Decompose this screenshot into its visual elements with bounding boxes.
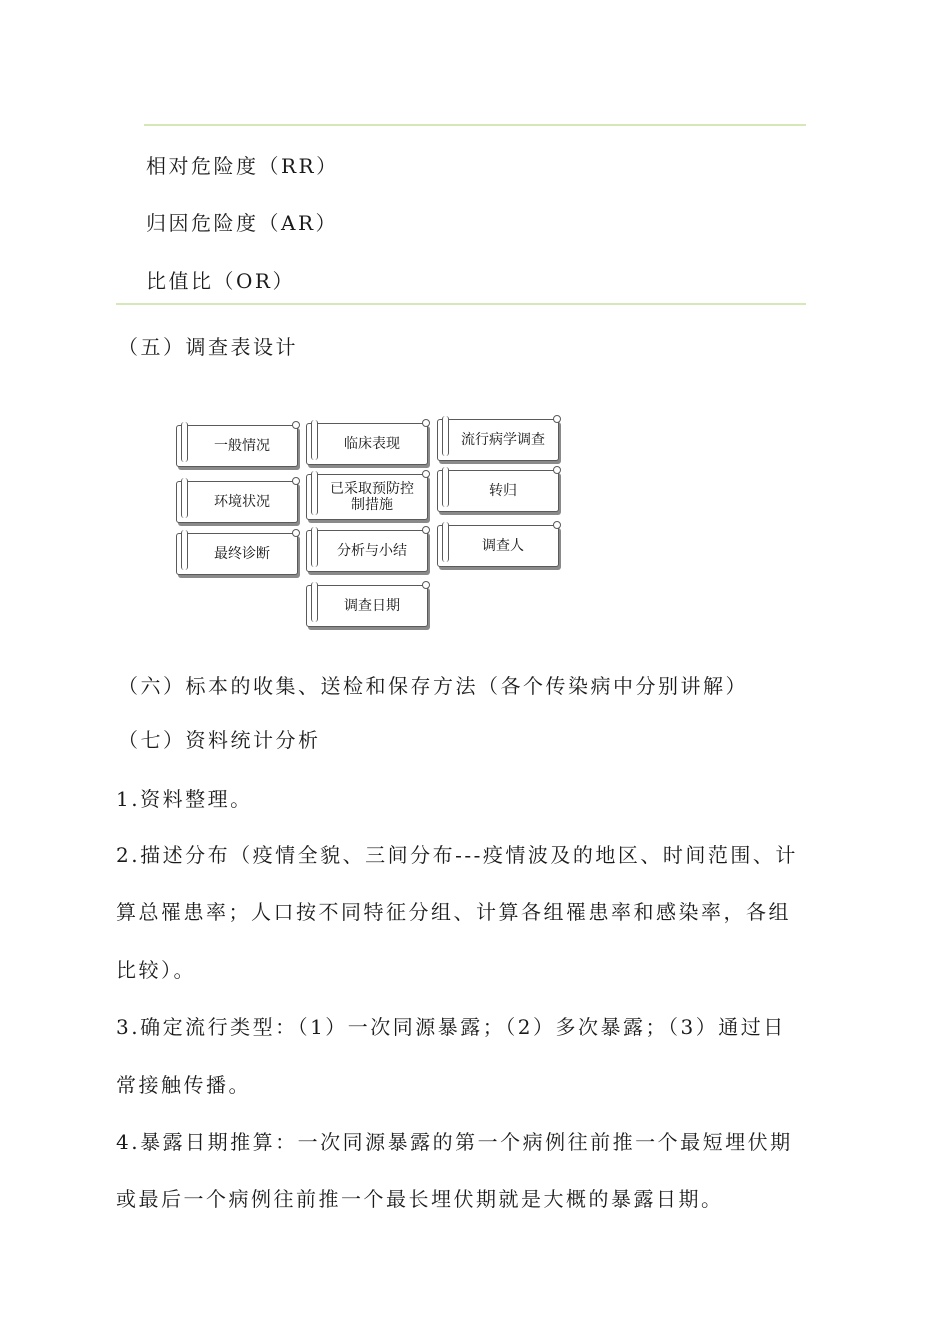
- box-environment: 环境状况: [176, 481, 298, 523]
- risk-measure-rr: 相对危险度（RR）: [146, 154, 339, 178]
- box-epidemiological-survey: 流行病学调查: [437, 419, 559, 461]
- bottom-divider: [116, 303, 806, 305]
- box-clinical-manifestation: 临床表现: [306, 423, 428, 465]
- section-7-heading: （七）资料统计分析: [118, 728, 321, 752]
- box-survey-date: 调查日期: [306, 585, 428, 627]
- item-1: 1.资料整理。: [116, 787, 253, 811]
- item-3-line-2: 常接触传播。: [116, 1073, 251, 1097]
- item-3-line-1: 3.确定流行类型：（1）一次同源暴露；（2）多次暴露；（3）通过日: [116, 1015, 786, 1039]
- item-4-line-2: 或最后一个病例往前推一个最长埋伏期就是大概的暴露日期。: [116, 1187, 724, 1211]
- box-analysis-summary: 分析与小结: [306, 530, 428, 572]
- box-general-info: 一般情况: [176, 425, 298, 467]
- item-2-line-1: 2.描述分布（疫情全貌、三间分布---疫情波及的地区、时间范围、计: [116, 843, 798, 867]
- box-outcome: 转归: [437, 470, 559, 512]
- top-divider: [144, 124, 806, 126]
- box-final-diagnosis: 最终诊断: [176, 533, 298, 575]
- box-investigator: 调查人: [437, 525, 559, 567]
- box-control-measures: 已采取预防控制措施: [306, 474, 428, 520]
- section-5-heading: （五）调查表设计: [118, 335, 298, 359]
- risk-measure-ar: 归因危险度（AR）: [146, 211, 339, 235]
- item-4-line-1: 4.暴露日期推算：一次同源暴露的第一个病例往前推一个最短埋伏期: [116, 1130, 793, 1154]
- item-2-line-3: 比较）。: [116, 958, 196, 982]
- risk-measure-or: 比值比（OR）: [146, 269, 295, 293]
- section-6-heading: （六）标本的收集、送检和保存方法（各个传染病中分别讲解）: [118, 674, 748, 698]
- item-2-line-2: 算总罹患率；人口按不同特征分组、计算各组罹患率和感染率，各组: [116, 900, 791, 924]
